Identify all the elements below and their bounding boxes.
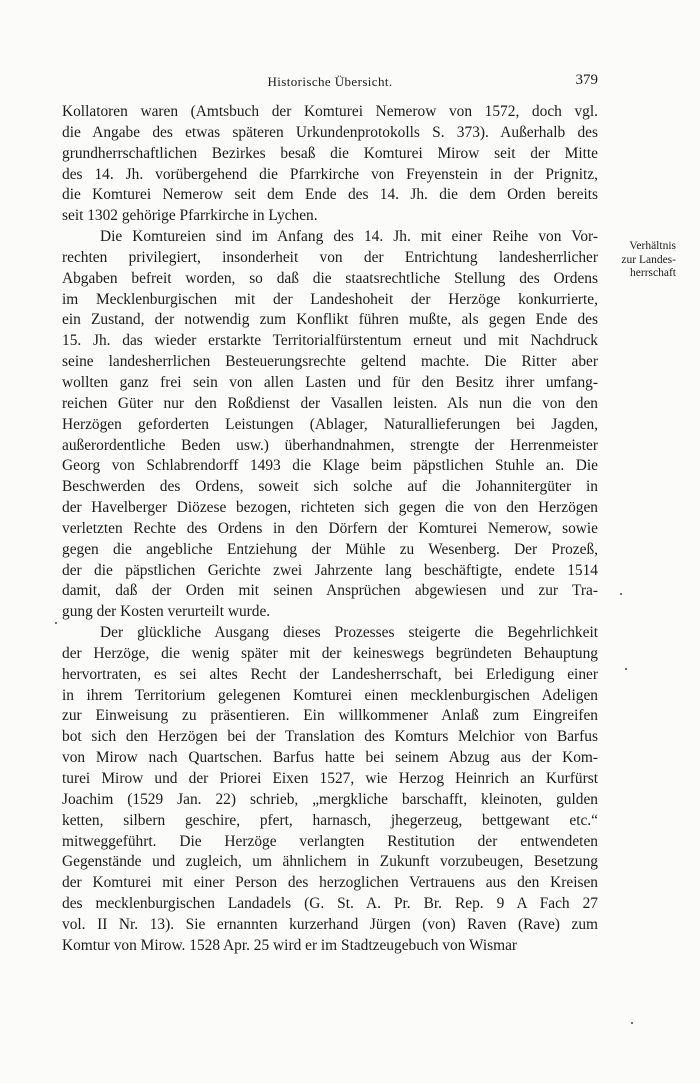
text-line: Komtur von Mirow. 1528 Apr. 25 wird er im Stadtzeugebuch von Wismar xyxy=(62,936,518,954)
text-line: die Komturei Nemerow seit dem Ende des 14. Jh. die dem Orden bereits xyxy=(62,186,598,204)
text-line: damit, daß der Orden mit seinen Ansprüchen abgewiesen und zur Tra- xyxy=(62,582,598,600)
scan-speck xyxy=(55,622,57,624)
text-line: Der glückliche Ausgang dieses Prozesses steigerte die Begehrlichkeit xyxy=(100,624,598,642)
text-line: Georg von Schlabrendorff 1493 die Klage beim päpstlichen Stuhle an. Die xyxy=(62,457,598,475)
text-line: bot sich den Herzögen bei der Translation des Komturs Melchior von Barfus xyxy=(62,728,598,746)
margin-note-line: zur Landes- xyxy=(621,253,676,266)
text-line: 15. Jh. das wieder erstarkte Territorialfürstentum erneut und mit Nachdruck xyxy=(62,332,598,350)
text-line: gung der Kosten verurteilt wurde. xyxy=(62,603,271,621)
scan-speck xyxy=(631,1022,633,1024)
text-line: ketten, silbern geschire, pfert, harnasch, jhegerzeug, bettgewant etc.“ xyxy=(62,811,598,829)
text-line: seine landesherrlichen Besteuerungsrechte geltend machte. Die Ritter aber xyxy=(62,353,598,371)
text-line: Kollatoren waren (Amtsbuch der Komturei Nemerow von 1572, doch vgl. xyxy=(62,103,598,120)
text-line: rechten privilegiert, insonderheit von der Entrichtung landesherrlicher xyxy=(62,248,598,266)
text-line: die Angabe des etwas späteren Urkundenprotokolls S. 373). Außerhalb des xyxy=(62,123,598,141)
text-line: Beschwerden des Ordens, soweit sich solche auf die Johannitergüter in xyxy=(62,478,598,496)
running-title: Historische Übersicht. xyxy=(267,74,393,89)
text-line: Die Komtureien sind im Anfang des 14. Jh. mit einer Reihe von Vor- xyxy=(100,228,598,246)
text-line: in ihrem Territorium gelegenen Komturei einen mecklenburgischen Adeligen xyxy=(62,686,598,704)
scan-speck xyxy=(625,668,627,670)
paragraph xyxy=(62,227,598,623)
text-line: zur Einweisung zu präsentieren. Ein willkommener Anlaß zum Eingreifen xyxy=(62,707,598,725)
text-line: gegen die angebliche Entziehung der Mühle zu Wesenberg. Der Prozeß, xyxy=(62,540,598,558)
margin-note-line: Verhältnis xyxy=(629,240,676,252)
text-line: des mecklenburgischen Landadels (G. St. A. Pr. Br. Rep. 9 A Fach 27 xyxy=(62,895,598,913)
text-line: im Mecklenburgischen mit der Landeshoheit der Herzöge konkurrierte, xyxy=(62,290,598,308)
text-line: der Komturei mit einer Person des herzoglichen Vertrauens aus den Kreisen xyxy=(62,874,598,892)
text-line: seit 1302 gehörige Pfarrkirche in Lychen. xyxy=(62,207,318,225)
paragraph xyxy=(62,623,598,957)
text-line: Abgaben befreit worden, so daß die staatsrechtliche Stellung des Ordens xyxy=(62,269,598,287)
text-line: mitweggeführt. Die Herzöge verlangten Restitution der entwendeten xyxy=(62,832,598,850)
text-line: Gegenstände und zugleich, um ähnlichem in Zukunft vorzubeugen, Besetzung xyxy=(62,853,598,871)
text-line: turei Mirow und der Priorei Eixen 1527, wie Herzog Heinrich an Kurfürst xyxy=(62,770,598,787)
text-line: wollten ganz frei sein von allen Lasten und für den Besitz ihrer umfang- xyxy=(62,373,598,391)
text-line: reichen Güter nur den Roßdienst der Vasallen leisten. Als nun die von den xyxy=(62,394,598,412)
text-line: der Havelberger Diözese bezogen, richteten sich gegen die von den Herzögen xyxy=(62,499,598,517)
text-line: Herzögen geforderten Leistungen (Ablager, Naturallieferungen bei Jagden, xyxy=(62,415,598,433)
page-header xyxy=(62,72,598,94)
text-line: ein Zustand, der notwendig zum Konflikt führen mußte, als gegen Ende des xyxy=(62,311,598,329)
text-line: grundherrschaftlichen Bezirkes besaß die Komturei Mirow seit der Mitte xyxy=(62,144,598,162)
text-line: des 14. Jh. vorübergehend die Pfarrkirche von Freyenstein in der Prignitz, xyxy=(62,165,598,183)
paragraph xyxy=(62,102,598,227)
text-line: der die päpstlichen Gerichte zwei Jahrzente lang beschäftigte, endete 1514 xyxy=(62,561,598,579)
scan-speck xyxy=(620,593,622,595)
page-number: 379 xyxy=(575,72,598,88)
text-line: der Herzöge, die wenig später mit der keineswegs begründeten Behauptung xyxy=(62,644,598,662)
text-line: Joachim (1529 Jan. 22) schrieb, „mergkliche barschafft, kleinoten, gulden xyxy=(62,790,598,808)
text-line: vol. II Nr. 13). Sie ernannten kurzerhand Jürgen (von) Raven (Rave) zum xyxy=(62,915,598,933)
body-text xyxy=(62,102,598,957)
text-line: von Mirow nach Quartschen. Barfus hatte bei seinem Abzug aus der Kom- xyxy=(62,749,598,767)
text-line: hervortraten, es sei altes Recht der Landesherrschaft, bei Erledigung einer xyxy=(62,665,598,683)
text-line: verletzten Rechte des Ordens in den Dörfern der Komturei Nemerow, sowie xyxy=(62,519,598,537)
margin-note-line: herrschaft xyxy=(630,267,676,279)
margin-note xyxy=(606,240,676,281)
text-line: außerordentliche Beden usw.) überhandnahmen, strengte der Herrenmeister xyxy=(62,436,598,454)
